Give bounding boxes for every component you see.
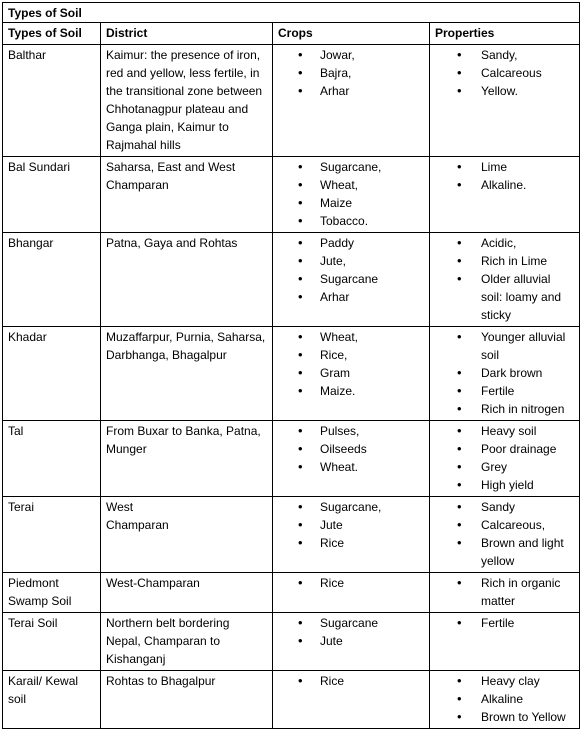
district-cell: West Champaran — [101, 497, 273, 573]
soil-types-table — [2, 2, 580, 729]
table-header-row — [3, 23, 580, 45]
soil-type-cell: Balthar — [3, 45, 101, 157]
property-item: • Alkaline. — [481, 176, 574, 194]
table-row — [3, 421, 580, 497]
crop-item: • Wheat, — [320, 328, 424, 346]
soil-type-cell: Karail/ Kewal soil — [3, 671, 101, 729]
header-properties: Properties — [430, 23, 580, 45]
properties-list — [435, 574, 574, 610]
crops-list — [278, 672, 424, 690]
crops-cell — [273, 613, 430, 671]
property-item: • Rich in nitrogen — [481, 400, 574, 418]
crops-list — [278, 574, 424, 592]
table-row — [3, 233, 580, 327]
crop-item: • Oilseeds — [320, 440, 424, 458]
table-title-row — [3, 3, 580, 23]
crop-item: • Wheat. — [320, 458, 424, 476]
header-district: District — [101, 23, 273, 45]
crop-item: • Sugarcane, — [320, 498, 424, 516]
properties-cell — [430, 613, 580, 671]
crop-item: • Jute — [320, 516, 424, 534]
soil-type-cell: Piedmont Swamp Soil — [3, 573, 101, 613]
property-item: • High yield — [481, 476, 574, 494]
district-cell: Northern belt bordering Nepal, Champaran to Kishanganj — [101, 613, 273, 671]
table-row — [3, 671, 580, 729]
district-cell: Rohtas to Bhagalpur — [101, 671, 273, 729]
crops-list — [278, 498, 424, 552]
properties-cell — [430, 233, 580, 327]
property-item: • Calcareous — [481, 64, 574, 82]
properties-list — [435, 614, 574, 632]
property-item: • Dark brown — [481, 364, 574, 382]
property-item: • Sandy — [481, 498, 574, 516]
district-cell: Patna, Gaya and Rohtas — [101, 233, 273, 327]
properties-cell — [430, 573, 580, 613]
properties-list — [435, 498, 574, 570]
crops-cell — [273, 573, 430, 613]
crops-cell — [273, 421, 430, 497]
crop-item: • Jute — [320, 632, 424, 650]
property-item: • Rich in Lime — [481, 252, 574, 270]
property-item: • Acidic, — [481, 234, 574, 252]
property-item: • Rich in organic matter — [481, 574, 574, 610]
properties-cell — [430, 421, 580, 497]
properties-list — [435, 158, 574, 194]
property-item: • Older alluvial soil: loamy and sticky — [481, 270, 574, 324]
crop-item: • Tobacco. — [320, 212, 424, 230]
crop-item: • Gram — [320, 364, 424, 382]
table-row — [3, 497, 580, 573]
crops-list — [278, 158, 424, 230]
crop-item: • Maize. — [320, 382, 424, 400]
properties-list — [435, 422, 574, 494]
crops-cell — [273, 327, 430, 421]
crops-list — [278, 234, 424, 306]
property-item: • Heavy soil — [481, 422, 574, 440]
properties-cell — [430, 497, 580, 573]
crop-item: • Rice — [320, 534, 424, 552]
properties-list — [435, 672, 574, 726]
property-item: • Poor drainage — [481, 440, 574, 458]
property-item: • Sandy, — [481, 46, 574, 64]
properties-list — [435, 328, 574, 418]
crops-cell — [273, 233, 430, 327]
crops-list — [278, 422, 424, 476]
property-item: • Grey — [481, 458, 574, 476]
crop-item: • Arhar — [320, 288, 424, 306]
soil-type-cell: Khadar — [3, 327, 101, 421]
crop-item: • Rice — [320, 574, 424, 592]
properties-cell — [430, 671, 580, 729]
crop-item: • Sugarcane — [320, 614, 424, 632]
district-cell: Kaimur: the presence of iron, red and yellow, less fertile, in the transitional zone between Chhotanagpur plateau and Ganga plain, Kaimur to Rajmahal hills — [101, 45, 273, 157]
crop-item: • Pulses, — [320, 422, 424, 440]
crop-item: • Arhar — [320, 82, 424, 100]
properties-cell — [430, 45, 580, 157]
district-cell: West-Champaran — [101, 573, 273, 613]
crop-item: • Paddy — [320, 234, 424, 252]
table-row — [3, 157, 580, 233]
crop-item: • Jowar, — [320, 46, 424, 64]
crops-list — [278, 614, 424, 650]
crop-item: • Sugarcane, — [320, 158, 424, 176]
crop-item: • Bajra, — [320, 64, 424, 82]
crop-item: • Rice — [320, 672, 424, 690]
soil-type-cell: Terai — [3, 497, 101, 573]
property-item: • Alkaline — [481, 690, 574, 708]
crop-item: • Maize — [320, 194, 424, 212]
property-item: • Calcareous, — [481, 516, 574, 534]
property-item: • Fertile — [481, 382, 574, 400]
properties-cell — [430, 157, 580, 233]
crops-list — [278, 46, 424, 100]
table-row — [3, 573, 580, 613]
table-title: Types of Soil — [3, 3, 580, 23]
district-cell: From Buxar to Banka, Patna, Munger — [101, 421, 273, 497]
header-soil-type: Types of Soil — [3, 23, 101, 45]
crop-item: • Sugarcane — [320, 270, 424, 288]
crops-cell — [273, 497, 430, 573]
crops-cell — [273, 157, 430, 233]
property-item: • Yellow. — [481, 82, 574, 100]
district-cell: Saharsa, East and West Champaran — [101, 157, 273, 233]
table-row — [3, 613, 580, 671]
district-cell: Muzaffarpur, Purnia, Saharsa, Darbhanga, Bhagalpur — [101, 327, 273, 421]
table-row — [3, 327, 580, 421]
properties-cell — [430, 327, 580, 421]
property-item: • Brown to Yellow — [481, 708, 574, 726]
crops-list — [278, 328, 424, 400]
property-item: • Brown and light yellow — [481, 534, 574, 570]
soil-type-cell: Bhangar — [3, 233, 101, 327]
header-crops: Crops — [273, 23, 430, 45]
crop-item: • Jute, — [320, 252, 424, 270]
soil-table-container — [2, 2, 579, 729]
property-item: • Lime — [481, 158, 574, 176]
soil-type-cell: Tal — [3, 421, 101, 497]
soil-type-cell: Terai Soil — [3, 613, 101, 671]
crops-cell — [273, 671, 430, 729]
crops-cell — [273, 45, 430, 157]
crop-item: • Wheat, — [320, 176, 424, 194]
soil-type-cell: Bal Sundari — [3, 157, 101, 233]
table-row — [3, 45, 580, 157]
property-item: • Fertile — [481, 614, 574, 632]
property-item: • Heavy clay — [481, 672, 574, 690]
table-body — [3, 45, 580, 729]
properties-list — [435, 234, 574, 324]
crop-item: • Rice, — [320, 346, 424, 364]
properties-list — [435, 46, 574, 100]
property-item: • Younger alluvial soil — [481, 328, 574, 364]
